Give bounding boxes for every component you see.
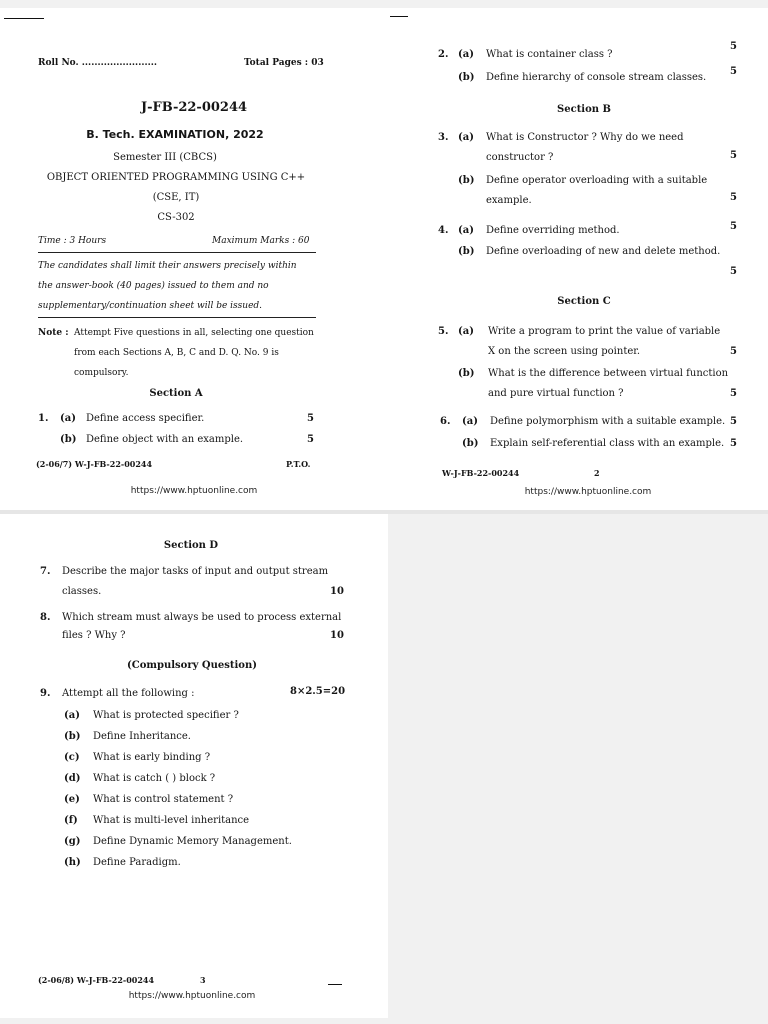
question-text: Write a program to print the value of variable (488, 326, 721, 337)
subquestion-label: (a) (64, 710, 80, 721)
semester: Semester III (CBCS) (113, 152, 217, 163)
subquestion-label: (a) (458, 132, 474, 143)
exam-title: B. Tech. EXAMINATION, 2022 (86, 128, 264, 141)
question-item-text: What is protected specifier ? (93, 710, 239, 721)
subquestion-label: (b) (458, 72, 475, 83)
question-text: Define operator overloading with a suitable (486, 175, 708, 186)
question-item-text: Define Paradigm. (93, 857, 181, 868)
instruction-line: supplementary/continuation sheet will be issued. (38, 301, 263, 311)
question-number: 6. (440, 416, 451, 427)
subquestion-label: (e) (64, 794, 80, 805)
section-b-heading: Section B (557, 104, 611, 115)
section-a-heading: Section A (149, 388, 203, 399)
question-text: What is Constructor ? Why do we need (486, 132, 684, 143)
scan-mark (390, 16, 408, 17)
question-marks: 5 (730, 221, 737, 232)
question-text-cont: and pure virtual function ? (488, 388, 624, 399)
subquestion-label: (a) (462, 416, 478, 427)
question-text: Which stream must always be used to process external (62, 612, 342, 623)
question-text: Attempt all the following : (62, 688, 195, 699)
footer-url: https://www.hptuonline.com (128, 991, 256, 1001)
question-text-cont: example. (486, 195, 532, 206)
question-text: What is the difference between virtual function (488, 368, 729, 379)
question-text-cont: files ? Why ? (62, 630, 126, 641)
subquestion-label: (g) (64, 836, 81, 847)
subquestion-label: (a) (60, 413, 76, 424)
roll-number-field: Roll No. ........................ (38, 58, 157, 68)
question-text: Describe the major tasks of input and output stream (62, 566, 329, 577)
note-line: Attempt Five questions in all, selecting one question (74, 328, 314, 338)
candidate-instructions (38, 256, 318, 316)
question-number: 3. (438, 132, 449, 143)
footer-url: https://www.hptuonline.com (130, 486, 258, 496)
subquestion-label: (h) (64, 857, 81, 868)
total-pages: Total Pages : 03 (244, 58, 324, 68)
question-number: 5. (438, 326, 449, 337)
question-marks: 10 (330, 630, 344, 641)
question-text: Define hierarchy of console stream classes. (486, 72, 707, 83)
note-line: compulsory. (74, 368, 129, 378)
note-label: Note : (38, 328, 69, 338)
question-marks: 5 (730, 346, 737, 357)
question-marks: 8×2.5=20 (290, 686, 346, 697)
exam-page-2 (388, 8, 768, 510)
branch: (CSE, IT) (152, 192, 200, 203)
question-item-text: What is control statement ? (93, 794, 234, 805)
question-marks: 5 (730, 388, 737, 399)
question-number: 2. (438, 49, 449, 60)
question-text: What is container class ? (486, 49, 613, 60)
instruction-line: The candidates shall limit their answers precisely within (38, 261, 297, 271)
course-code: CS-302 (157, 212, 195, 223)
instruction-bottom-rule (38, 317, 316, 318)
question-marks: 5 (730, 266, 737, 277)
question-text-cont: classes. (62, 586, 102, 597)
subquestion-label: (b) (458, 368, 475, 379)
question-text-cont: constructor ? (486, 152, 554, 163)
question-marks: 5 (730, 150, 737, 161)
question-text: Define overriding method. (486, 225, 620, 236)
exam-page-1 (0, 8, 388, 510)
footer-code: W-J-FB-22-00244 (442, 468, 520, 478)
question-number: 9. (40, 688, 51, 699)
question-marks: 5 (730, 438, 737, 449)
subquestion-label: (b) (60, 434, 77, 445)
page-number: 3 (200, 975, 206, 985)
footer-url: https://www.hptuonline.com (524, 487, 652, 497)
question-item-text: Define Inheritance. (93, 731, 191, 742)
subquestion-label: (d) (64, 773, 81, 784)
instruction-top-rule (38, 252, 316, 253)
subquestion-label: (b) (462, 438, 479, 449)
question-item-text: What is early binding ? (93, 752, 211, 763)
pto: P.T.O. (286, 459, 311, 469)
question-number: 4. (438, 225, 449, 236)
question-marks: 5 (307, 434, 314, 445)
paper-code: J-FB-22-00244 (140, 100, 248, 115)
question-text: Define polymorphism with a suitable example. (490, 416, 726, 427)
footer-code: (2-06/7) W-J-FB-22-00244 (36, 459, 153, 469)
compulsory-question-heading: (Compulsory Question) (127, 660, 257, 671)
subquestion-label: (b) (458, 175, 475, 186)
subquestion-label: (c) (64, 752, 80, 763)
question-item-text: What is catch ( ) block ? (93, 773, 216, 784)
subquestion-label: (a) (458, 326, 474, 337)
section-c-heading: Section C (557, 296, 611, 307)
question-text: Explain self-referential class with an example. (490, 438, 725, 449)
footer-code: (2-06/8) W-J-FB-22-00244 (38, 975, 155, 985)
page-number: 2 (594, 468, 600, 478)
question-text: Define object with an example. (86, 434, 244, 445)
instruction-line: the answer-book (40 pages) issued to them and no (38, 281, 269, 291)
subquestion-label: (f) (64, 815, 78, 826)
subquestion-label: (b) (64, 731, 81, 742)
question-marks: 5 (307, 413, 314, 424)
question-number: 1. (38, 413, 49, 424)
subject-title: OBJECT ORIENTED PROGRAMMING USING C++ (46, 172, 306, 183)
note-text (74, 323, 318, 383)
note-line: from each Sections A, B, C and D. Q. No. 9 is (74, 348, 279, 358)
section-d-heading: Section D (163, 540, 219, 551)
question-marks: 5 (730, 416, 737, 427)
question-marks: 5 (730, 66, 737, 77)
question-item-text: Define Dynamic Memory Management. (93, 836, 292, 847)
question-marks: 10 (330, 586, 344, 597)
maximum-marks: Maximum Marks : 60 (212, 236, 310, 246)
subquestion-label: (a) (458, 225, 474, 236)
question-marks: 5 (730, 192, 737, 203)
exam-page-3 (0, 514, 388, 1018)
question-number: 8. (40, 612, 51, 623)
subquestion-label: (b) (458, 246, 475, 257)
question-text-cont: X on the screen using pointer. (488, 346, 641, 357)
subquestion-label: (a) (458, 49, 474, 60)
question-text: Define access specifier. (86, 413, 205, 424)
question-marks: 5 (730, 41, 737, 52)
exam-duration: Time : 3 Hours (38, 236, 107, 246)
scan-mark (328, 984, 342, 985)
question-number: 7. (40, 566, 51, 577)
scan-mark (4, 18, 44, 19)
question-text: Define overloading of new and delete method. (486, 246, 721, 257)
question-item-text: What is multi-level inheritance (93, 815, 250, 826)
